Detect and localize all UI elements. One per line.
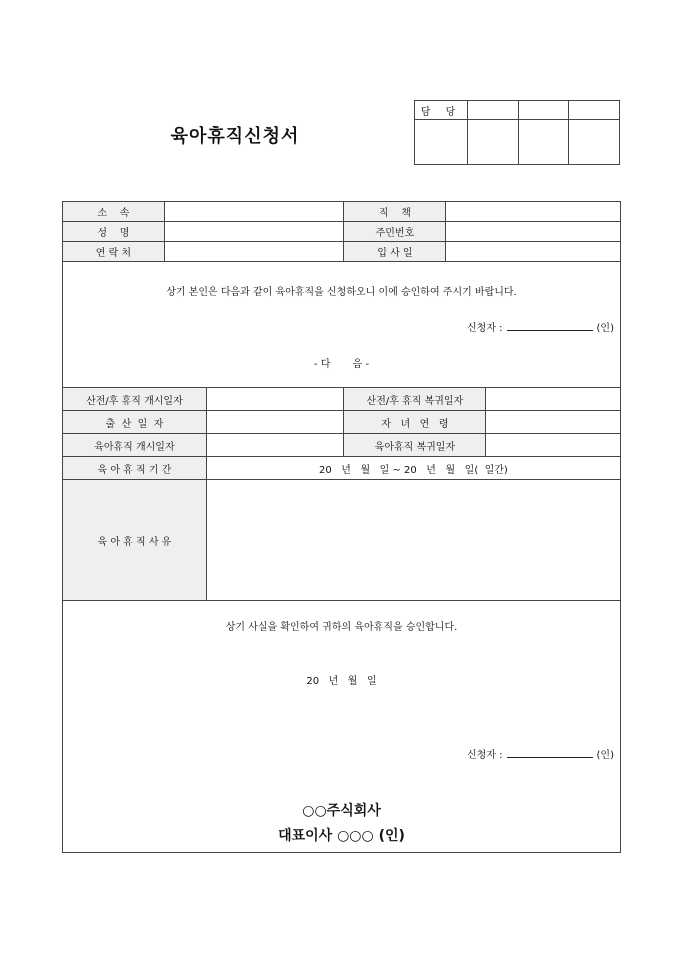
next-heading: - 다 음 -	[313, 359, 370, 370]
date-line: 20 년 월 일	[306, 676, 377, 687]
seal-mark: (인)	[596, 750, 614, 761]
maternity-start-label: 산전/후 휴직 개시일자	[63, 388, 207, 411]
approval-sign-cell[interactable]	[518, 120, 569, 165]
position-label: 직 책	[344, 202, 446, 222]
name-label: 성 명	[63, 222, 165, 242]
position-field[interactable]	[446, 202, 621, 222]
approval-slot[interactable]	[569, 101, 620, 120]
name-field[interactable]	[164, 222, 344, 242]
birth-date-field[interactable]	[206, 411, 344, 434]
maternity-return-label: 산전/후 휴직 복귀일자	[344, 388, 486, 411]
applicant-info-table	[62, 201, 621, 262]
approval-header: 담 당	[415, 101, 468, 120]
contact-label: 연 락 처	[63, 242, 165, 262]
leave-return-label: 육아휴직 복귀일자	[344, 434, 486, 457]
applicant-signature-top	[467, 319, 614, 334]
join-date-label: 입 사 일	[344, 242, 446, 262]
applicant-signature-bottom	[467, 746, 614, 761]
applicant-label: 신청자 :	[467, 750, 503, 761]
reason-label: 육 아 휴 직 사 유	[63, 480, 207, 601]
approval-sign-cell[interactable]	[415, 120, 468, 165]
resident-no-field[interactable]	[446, 222, 621, 242]
maternity-start-field[interactable]	[206, 388, 344, 411]
approval-text: 상기 사실을 확인하여 귀하의 육아휴직을 승인합니다.	[225, 622, 458, 633]
document-title: 육아휴직신청서	[170, 126, 300, 147]
approval-slot[interactable]	[518, 101, 569, 120]
seal-mark: (인)	[596, 323, 614, 334]
reason-field[interactable]	[206, 480, 620, 601]
birth-date-label: 출 산 일 자	[63, 411, 207, 434]
resident-no-label: 주민번호	[344, 222, 446, 242]
join-date-field[interactable]	[446, 242, 621, 262]
leave-period-label: 육 아 휴 직 기 간	[63, 457, 207, 480]
affiliation-field[interactable]	[164, 202, 344, 222]
approval-box	[414, 100, 620, 165]
applicant-sign-line[interactable]	[507, 321, 593, 331]
approval-slot[interactable]	[468, 101, 519, 120]
applicant-sign-line[interactable]	[507, 748, 593, 758]
approval-sign-cell[interactable]	[569, 120, 620, 165]
maternity-return-field[interactable]	[486, 388, 621, 411]
approval-sign-cell[interactable]	[468, 120, 519, 165]
request-text: 상기 본인은 다음과 같이 육아휴직을 신청하오니 이에 승인하여 주시기 바랍니다.	[166, 287, 517, 298]
leave-details-table	[62, 387, 621, 601]
leave-start-field[interactable]	[206, 434, 344, 457]
leave-start-label: 육아휴직 개시일자	[63, 434, 207, 457]
company-name: ○○주식회사	[302, 803, 381, 819]
child-age-field[interactable]	[486, 411, 621, 434]
child-age-label: 자 녀 연 령	[344, 411, 486, 434]
affiliation-label: 소 속	[63, 202, 165, 222]
contact-field[interactable]	[164, 242, 344, 262]
applicant-label: 신청자 :	[467, 323, 503, 334]
ceo-name: 대표이사 ○○○ (인)	[278, 828, 405, 844]
leave-return-field[interactable]	[486, 434, 621, 457]
leave-period-field[interactable]: 20 년 월 일 ~ 20 년 월 일( 일간)	[206, 457, 620, 480]
